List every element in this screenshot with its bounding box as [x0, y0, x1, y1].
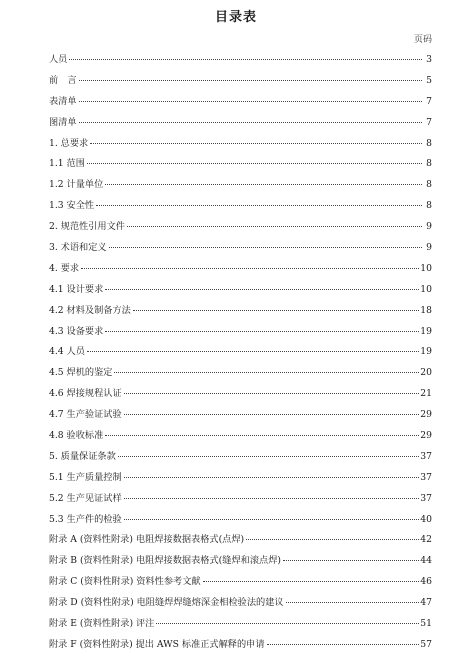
toc-entry[interactable]	[49, 636, 432, 657]
toc-entry[interactable]	[49, 343, 432, 364]
toc-entry-label: 4.7 生产验证试验	[49, 409, 122, 421]
toc-entry[interactable]	[49, 197, 432, 218]
toc-entry-page-number: 37	[420, 450, 432, 462]
toc-entry-page-number: 37	[420, 492, 432, 504]
toc-entry[interactable]	[49, 114, 432, 135]
toc-entry-page-number: 40	[420, 513, 432, 525]
table-of-contents	[49, 51, 432, 657]
toc-entry-page-number: 9	[426, 242, 432, 254]
toc-entry-page-number: 5	[426, 74, 432, 86]
toc-entry-page-number: 8	[426, 179, 432, 191]
toc-entry[interactable]	[49, 448, 432, 469]
toc-entry-label: 4.3 设备要求	[49, 325, 104, 337]
toc-entry-label: 1.3 安全性	[49, 200, 95, 212]
toc-entry[interactable]	[49, 406, 432, 427]
toc-entry-label: 4.6 焊接规程认证	[49, 388, 122, 400]
dot-leader	[124, 477, 420, 478]
page-title: 目录表	[214, 10, 257, 25]
toc-entry-label: 2. 规范性引用文件	[49, 221, 125, 233]
toc-entry[interactable]	[49, 594, 432, 615]
toc-entry-label: 4.2 材料及制备方法	[49, 304, 131, 316]
toc-entry-label: 5. 质量保证条款	[49, 450, 116, 462]
toc-entry-label: 4.5 焊机的鉴定	[49, 367, 113, 379]
toc-entry-page-number: 20	[420, 367, 432, 379]
dot-leader	[105, 435, 419, 436]
toc-entry[interactable]	[49, 573, 432, 594]
toc-entry-label: 附录 B (资料性附录) 电阻焊接数据表格式(缝焊和滚点焊)	[49, 555, 281, 567]
dot-leader	[96, 205, 422, 206]
dot-leader	[79, 101, 422, 102]
dot-leader	[105, 184, 422, 185]
toc-entry-label: 人员	[49, 54, 68, 65]
toc-entry-label: 附录 D (资料性附录) 电阻缝焊焊缝熔深金相检验法的建议	[49, 597, 284, 609]
dot-leader	[156, 623, 419, 624]
toc-entry[interactable]	[49, 281, 432, 302]
toc-entry-label: 附录 E (资料性附录) 评注	[49, 618, 155, 630]
toc-entry-label: 1.2 计量单位	[49, 179, 104, 191]
dot-leader	[124, 414, 420, 415]
toc-entry[interactable]	[49, 218, 432, 239]
toc-entry-label: 附录 A (资料性附录) 电阻焊接数据表格式(点焊)	[49, 534, 245, 546]
dot-leader	[87, 163, 422, 164]
toc-entry-label: 4. 要求	[49, 262, 80, 274]
toc-entry-label: 附录 C (资料性附录) 资料性参考文献	[49, 576, 201, 588]
toc-entry[interactable]	[49, 176, 432, 197]
toc-entry[interactable]	[49, 511, 432, 532]
toc-entry-page-number: 9	[426, 221, 432, 233]
toc-entry-label: 5.1 生产质量控制	[49, 471, 122, 483]
toc-entry-page-number: 44	[420, 555, 432, 567]
dot-leader	[90, 143, 422, 144]
toc-entry-page-number: 3	[426, 54, 432, 65]
dot-leader	[105, 289, 419, 290]
toc-entry-label: 表清单	[49, 95, 77, 107]
toc-entry-page-number: 8	[426, 200, 432, 212]
toc-entry[interactable]	[49, 260, 432, 281]
toc-entry[interactable]	[49, 302, 432, 323]
toc-entry[interactable]	[49, 155, 432, 176]
dot-leader	[81, 268, 419, 269]
toc-entry[interactable]	[49, 239, 432, 260]
dot-leader	[105, 331, 419, 332]
dot-leader	[124, 393, 420, 394]
toc-entry-page-number: 47	[420, 597, 432, 609]
dot-leader	[246, 539, 419, 540]
toc-entry[interactable]	[49, 51, 432, 72]
dot-leader	[109, 247, 422, 248]
dot-leader	[283, 560, 419, 561]
dot-leader	[79, 122, 422, 123]
toc-entry[interactable]	[49, 72, 432, 93]
toc-entry[interactable]	[49, 469, 432, 490]
toc-entry[interactable]	[49, 135, 432, 156]
toc-entry-page-number: 7	[426, 95, 432, 107]
toc-entry-page-number: 21	[420, 388, 432, 400]
toc-entry-page-number: 7	[426, 116, 432, 128]
toc-entry[interactable]	[49, 615, 432, 636]
dot-leader	[133, 310, 419, 311]
page-number-column-label: 页码	[413, 35, 432, 45]
toc-entry-page-number: 18	[420, 304, 432, 316]
toc-entry-label: 前 言	[49, 74, 77, 86]
toc-entry-label: 4.1 设计要求	[49, 283, 104, 295]
toc-entry[interactable]	[49, 364, 432, 385]
toc-entry-page-number: 29	[420, 409, 432, 421]
dot-leader	[267, 644, 420, 645]
toc-entry[interactable]	[49, 531, 432, 552]
toc-entry[interactable]	[49, 552, 432, 573]
toc-entry-page-number: 8	[426, 158, 432, 170]
toc-entry-page-number: 19	[420, 325, 432, 337]
toc-entry-label: 5.3 生产件的检验	[49, 513, 122, 525]
toc-entry-page-number: 29	[420, 430, 432, 442]
toc-entry-page-number: 57	[420, 638, 432, 650]
dot-leader	[118, 456, 419, 457]
dot-leader	[127, 226, 422, 227]
toc-entry-label: 3. 术语和定义	[49, 242, 107, 254]
toc-entry-label: 图清单	[49, 116, 77, 128]
dot-leader	[203, 581, 420, 582]
toc-entry-label: 1.1 范围	[49, 158, 85, 170]
dot-leader	[87, 351, 419, 352]
toc-entry-page-number: 10	[420, 283, 432, 295]
toc-entry-page-number: 37	[420, 471, 432, 483]
toc-entry-label: 1. 总要求	[49, 137, 89, 149]
dot-leader	[286, 602, 420, 603]
toc-entry[interactable]	[49, 93, 432, 114]
dot-leader	[79, 80, 422, 81]
toc-entry-label: 4.4 人员	[49, 346, 85, 358]
toc-entry-page-number: 19	[420, 346, 432, 358]
toc-entry-page-number: 46	[420, 576, 432, 588]
toc-entry-label: 附录 F (资料性附录) 提出 AWS 标准正式解释的申请	[49, 638, 265, 650]
toc-entry-page-number: 42	[420, 534, 432, 546]
dot-leader	[124, 519, 420, 520]
dot-leader	[124, 498, 420, 499]
dot-leader	[114, 372, 419, 373]
toc-entry[interactable]	[49, 490, 432, 511]
toc-entry-label: 5.2 生产见证试样	[49, 492, 122, 504]
dot-leader	[69, 59, 422, 60]
toc-entry-page-number: 10	[420, 262, 432, 274]
toc-entry[interactable]	[49, 427, 432, 448]
toc-entry-page-number: 8	[426, 137, 432, 149]
toc-entry-label: 4.8 验收标准	[49, 430, 104, 442]
toc-entry[interactable]	[49, 323, 432, 344]
toc-entry[interactable]	[49, 385, 432, 406]
toc-entry-page-number: 51	[420, 618, 432, 630]
